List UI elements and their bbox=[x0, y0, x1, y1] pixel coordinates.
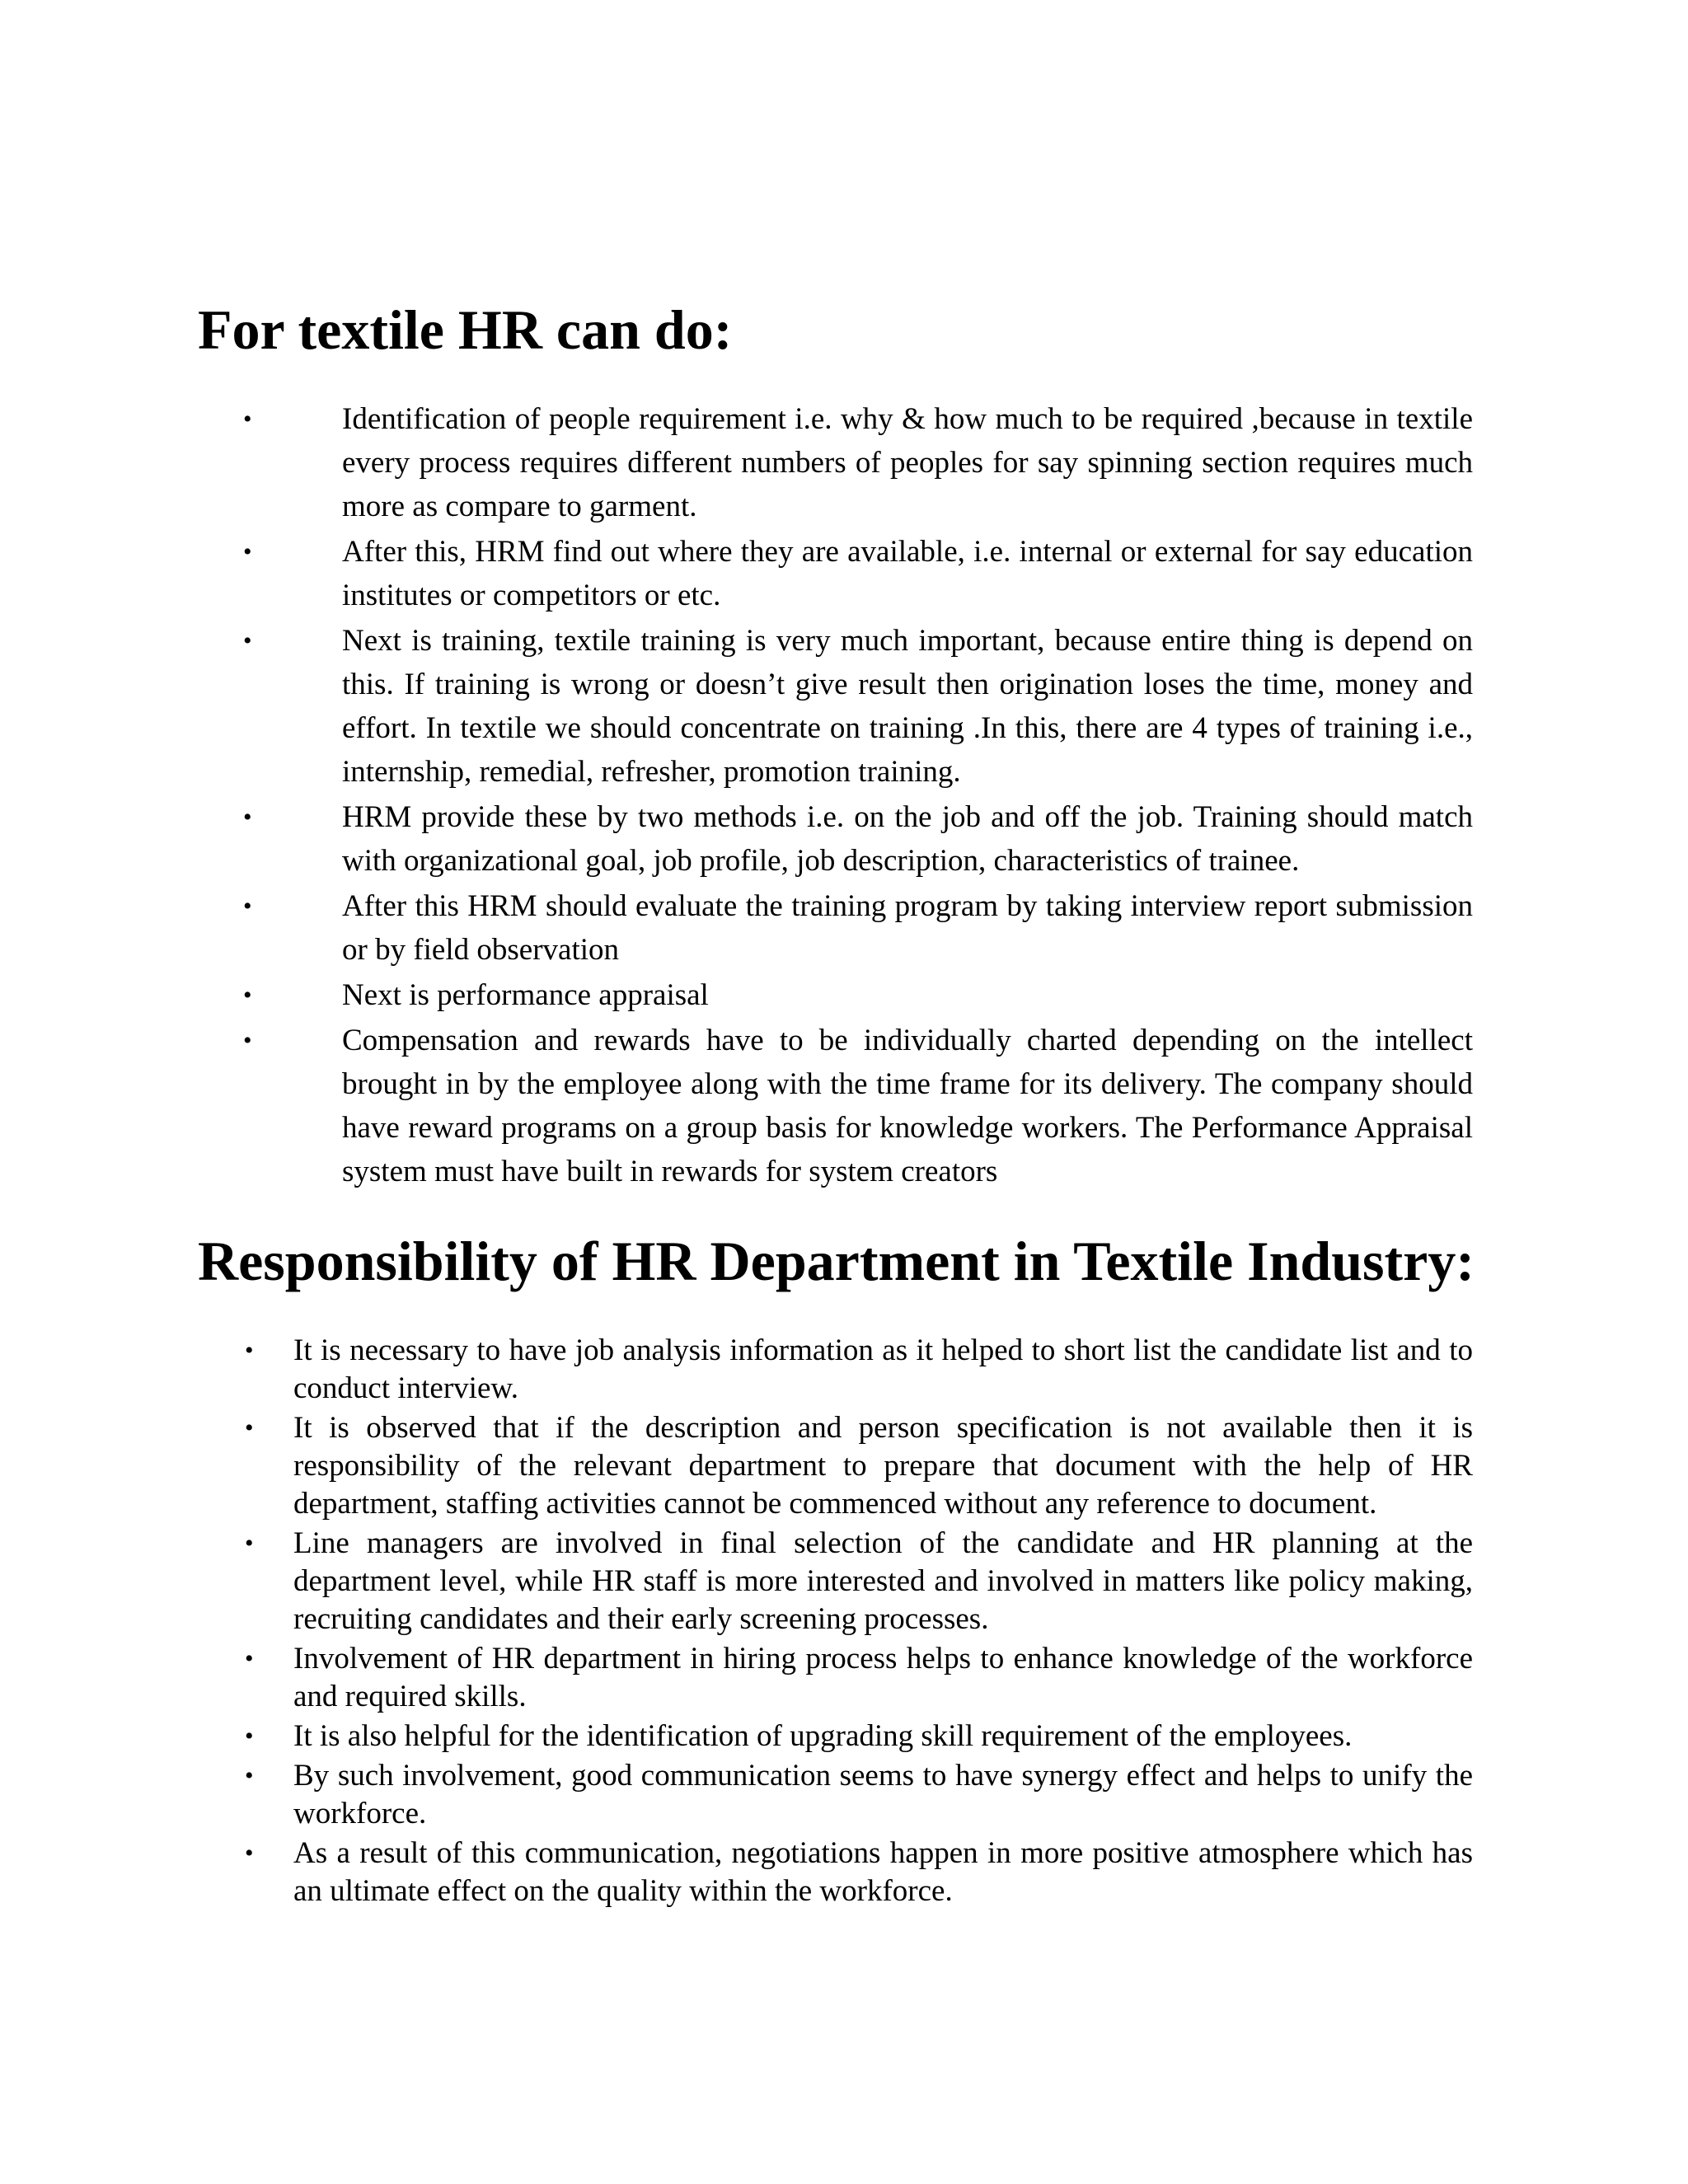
bullet-icon: • bbox=[243, 538, 252, 565]
list-item bbox=[245, 1835, 1473, 1910]
list-item bbox=[245, 1640, 1473, 1716]
list-item-text: It is also helpful for the identification of upgrading skill requirement of the employees. bbox=[293, 1719, 1353, 1753]
list-item bbox=[245, 1718, 1473, 1755]
list-item bbox=[243, 1019, 1473, 1193]
list-item bbox=[243, 795, 1473, 883]
bullet-icon: • bbox=[243, 982, 252, 1009]
bullet-icon: • bbox=[243, 893, 252, 920]
list-item bbox=[243, 884, 1473, 972]
textile-hr-list bbox=[243, 397, 1473, 1195]
bullet-icon: • bbox=[245, 1337, 254, 1364]
list-item-text: Involvement of HR department in hiring process helps to enhance knowledge of the workforce and required skills. bbox=[293, 1642, 1473, 1713]
bullet-icon: • bbox=[243, 1027, 252, 1054]
list-item-text: After this HRM should evaluate the training program by taking interview report submission or by field observation bbox=[342, 889, 1473, 967]
bullet-icon: • bbox=[245, 1414, 254, 1441]
list-item bbox=[243, 973, 1473, 1017]
list-item bbox=[243, 619, 1473, 794]
list-item-text: As a result of this communication, negotiations happen in more positive atmosphere which has an ultimate effect on the quality within the workforce. bbox=[293, 1836, 1473, 1908]
list-item-text: HRM provide these by two methods i.e. on the job and off the job. Training should match with organizational goal, job profile, job description, characteristics of trainee. bbox=[342, 800, 1473, 878]
bullet-icon: • bbox=[245, 1530, 254, 1557]
list-item-text: Next is performance appraisal bbox=[342, 978, 709, 1012]
list-item bbox=[243, 397, 1473, 528]
list-item bbox=[245, 1409, 1473, 1523]
list-item-text: Line managers are involved in final selection of the candidate and HR planning at the department level, while HR staff is more interested and involved in matters like policy making, recruiting candidates and their early screening processes. bbox=[293, 1526, 1473, 1636]
section-heading-hr-responsibility: Responsibility of HR Department in Textile Industry: bbox=[198, 1230, 1475, 1292]
bullet-icon: • bbox=[245, 1762, 254, 1789]
list-item-text: Identification of people requirement i.e. why & how much to be required ,because in textile every process requires different numbers of peoples for say spinning section requires much more as compare to garment. bbox=[342, 402, 1473, 523]
list-item bbox=[245, 1525, 1473, 1638]
list-item-text: It is observed that if the description and person specification is not available then it is responsibility of the relevant department to prepare that document with the help of HR department, staffing activities cannot be commenced without any reference to document. bbox=[293, 1411, 1473, 1521]
bullet-icon: • bbox=[243, 627, 252, 654]
list-item-text: It is necessary to have job analysis information as it helped to short list the candidate list and to conduct interview. bbox=[293, 1333, 1473, 1405]
bullet-icon: • bbox=[243, 804, 252, 831]
list-item-text: By such involvement, good communication seems to have synergy effect and helps to unify the workforce. bbox=[293, 1759, 1473, 1830]
list-item-text: Next is training, textile training is very much important, because entire thing is depend on this. If training is wrong or doesn’t give result then origination loses the time, money and effort. In textile we should concentrate on training .In this, there are 4 types of training i.e., internship, remedial, refresher, promotion training. bbox=[342, 624, 1473, 789]
bullet-icon: • bbox=[245, 1840, 254, 1867]
section-heading-textile-hr: For textile HR can do: bbox=[198, 298, 733, 361]
bullet-icon: • bbox=[245, 1722, 254, 1750]
bullet-icon: • bbox=[245, 1645, 254, 1672]
list-item bbox=[245, 1332, 1473, 1408]
hr-responsibility-list bbox=[245, 1332, 1473, 1912]
list-item-text: After this, HRM find out where they are available, i.e. internal or external for say education institutes or competitors or etc. bbox=[342, 535, 1473, 612]
list-item-text: Compensation and rewards have to be individually charted depending on the intellect brought in by the employee along with the time frame for its delivery. The company should have reward programs on a group basis for knowledge workers. The Performance Appraisal system must have built in rewards for system creators bbox=[342, 1024, 1473, 1188]
list-item bbox=[245, 1757, 1473, 1833]
bullet-icon: • bbox=[243, 405, 252, 433]
list-item bbox=[243, 530, 1473, 617]
